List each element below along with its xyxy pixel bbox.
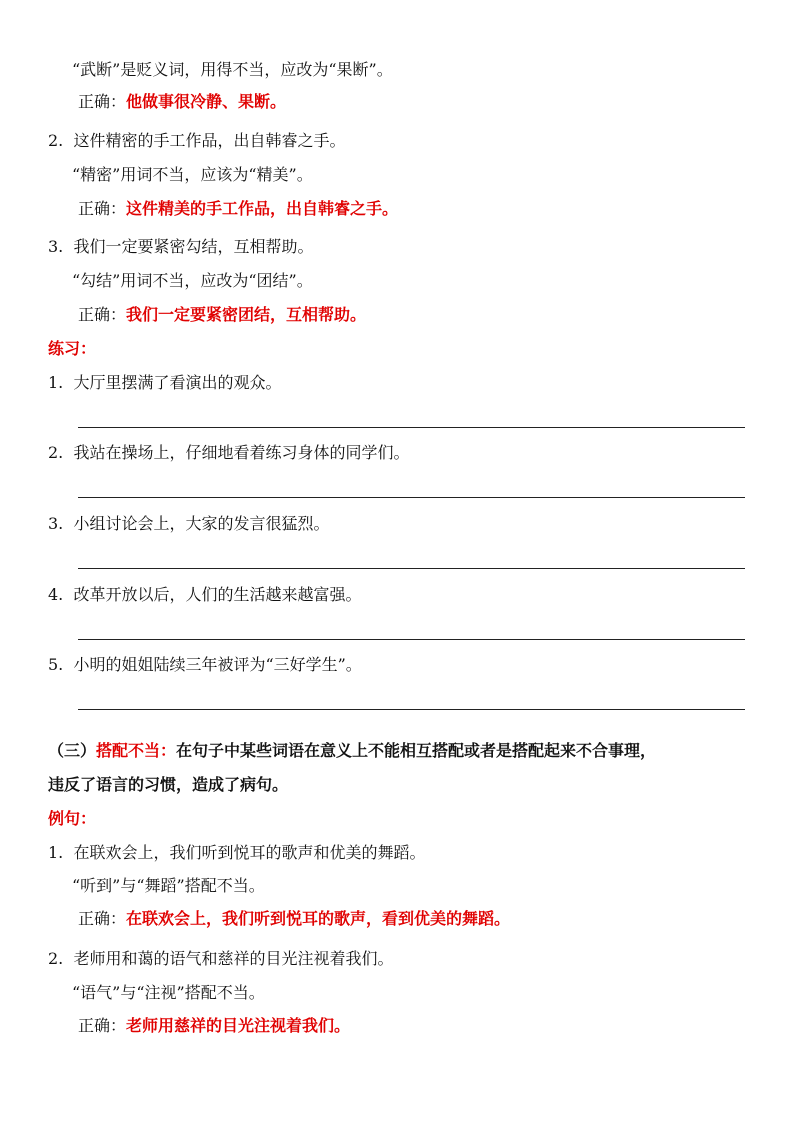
correct-text: 老师用慈祥的目光注视着我们。: [126, 1016, 351, 1035]
note-line: “听到”与“舞蹈”搭配不当。: [72, 876, 265, 895]
note-line: “精密”用词不当，应该为“精美”。: [72, 165, 313, 184]
section-prefix: （三）: [48, 741, 97, 760]
practice-item: [48, 655, 362, 675]
note-line: “武断”是贬义词，用得不当，应改为“果断”。: [72, 60, 393, 79]
note-line: “语气”与“注视”搭配不当。: [72, 983, 265, 1002]
answer-line[interactable]: [78, 709, 745, 710]
practice-item: [48, 514, 329, 534]
practice-heading: 练习：: [48, 339, 97, 358]
example-sentence: [48, 949, 393, 969]
correct-label: 正确：: [78, 305, 127, 324]
item-number: 2.: [48, 131, 64, 150]
sentence-text: 改革开放以后，人们的生活越来越富强。: [73, 585, 362, 604]
section-term: 搭配不当：: [96, 741, 177, 760]
definition-text: 在句子中某些词语在意义上不能相互搭配或者是搭配起来不合事理，: [176, 741, 657, 760]
correct-text: 我们一定要紧密团结，互相帮助。: [126, 305, 367, 324]
correction-line: [78, 305, 366, 325]
answer-line[interactable]: [78, 568, 745, 569]
correct-label: 正确：: [78, 199, 127, 218]
correct-text: 在联欢会上，我们听到悦耳的歌声，看到优美的舞蹈。: [126, 909, 511, 928]
sentence-text: 这件精密的手工作品，出自韩睿之手。: [73, 131, 346, 150]
sentence-text: 在联欢会上，我们听到悦耳的歌声和优美的舞蹈。: [73, 843, 426, 862]
definition-text: 违反了语言的习惯，造成了病句。: [48, 775, 289, 794]
item-number: 2.: [48, 443, 64, 462]
item-number: 4.: [48, 585, 64, 604]
practice-item: [48, 443, 409, 463]
example-sentence: [48, 843, 425, 863]
example-sentence: [48, 237, 313, 257]
answer-line[interactable]: [78, 639, 745, 640]
item-number: 3.: [48, 514, 64, 533]
answer-line[interactable]: [78, 497, 745, 498]
sentence-text: 小组讨论会上，大家的发言很猛烈。: [73, 514, 330, 533]
example-sentence: [48, 131, 345, 151]
sentence-text: 小明的姐姐陆续三年被评为“三好学生”。: [73, 655, 362, 674]
sentence-text: 大厅里摆满了看演出的观众。: [73, 373, 282, 392]
sentence-text: 我站在操场上，仔细地看着练习身体的同学们。: [73, 443, 410, 462]
correction-line: [78, 92, 286, 112]
correct-label: 正确：: [78, 909, 127, 928]
correct-text: 他做事很冷静、果断。: [126, 92, 287, 111]
correct-label: 正确：: [78, 92, 127, 111]
practice-item: [48, 585, 361, 605]
practice-item: [48, 373, 281, 393]
answer-line[interactable]: [78, 427, 745, 428]
sentence-text: 我们一定要紧密勾结，互相帮助。: [73, 237, 314, 256]
correction-line: [78, 1016, 350, 1036]
correct-label: 正确：: [78, 1016, 127, 1035]
sentence-text: 老师用和蔼的语气和慈祥的目光注视着我们。: [73, 949, 394, 968]
item-number: 3.: [48, 237, 64, 256]
examples-heading: 例句：: [48, 809, 97, 828]
note-line: “勾结”用词不当，应改为“团结”。: [72, 271, 313, 290]
item-number: 5.: [48, 655, 64, 674]
item-number: 1.: [48, 843, 64, 862]
section-definition: [48, 741, 656, 761]
correction-line: [78, 199, 398, 219]
correct-text: 这件精美的手工作品，出自韩睿之手。: [126, 199, 399, 218]
correction-line: [78, 909, 510, 929]
item-number: 1.: [48, 373, 64, 392]
item-number: 2.: [48, 949, 64, 968]
